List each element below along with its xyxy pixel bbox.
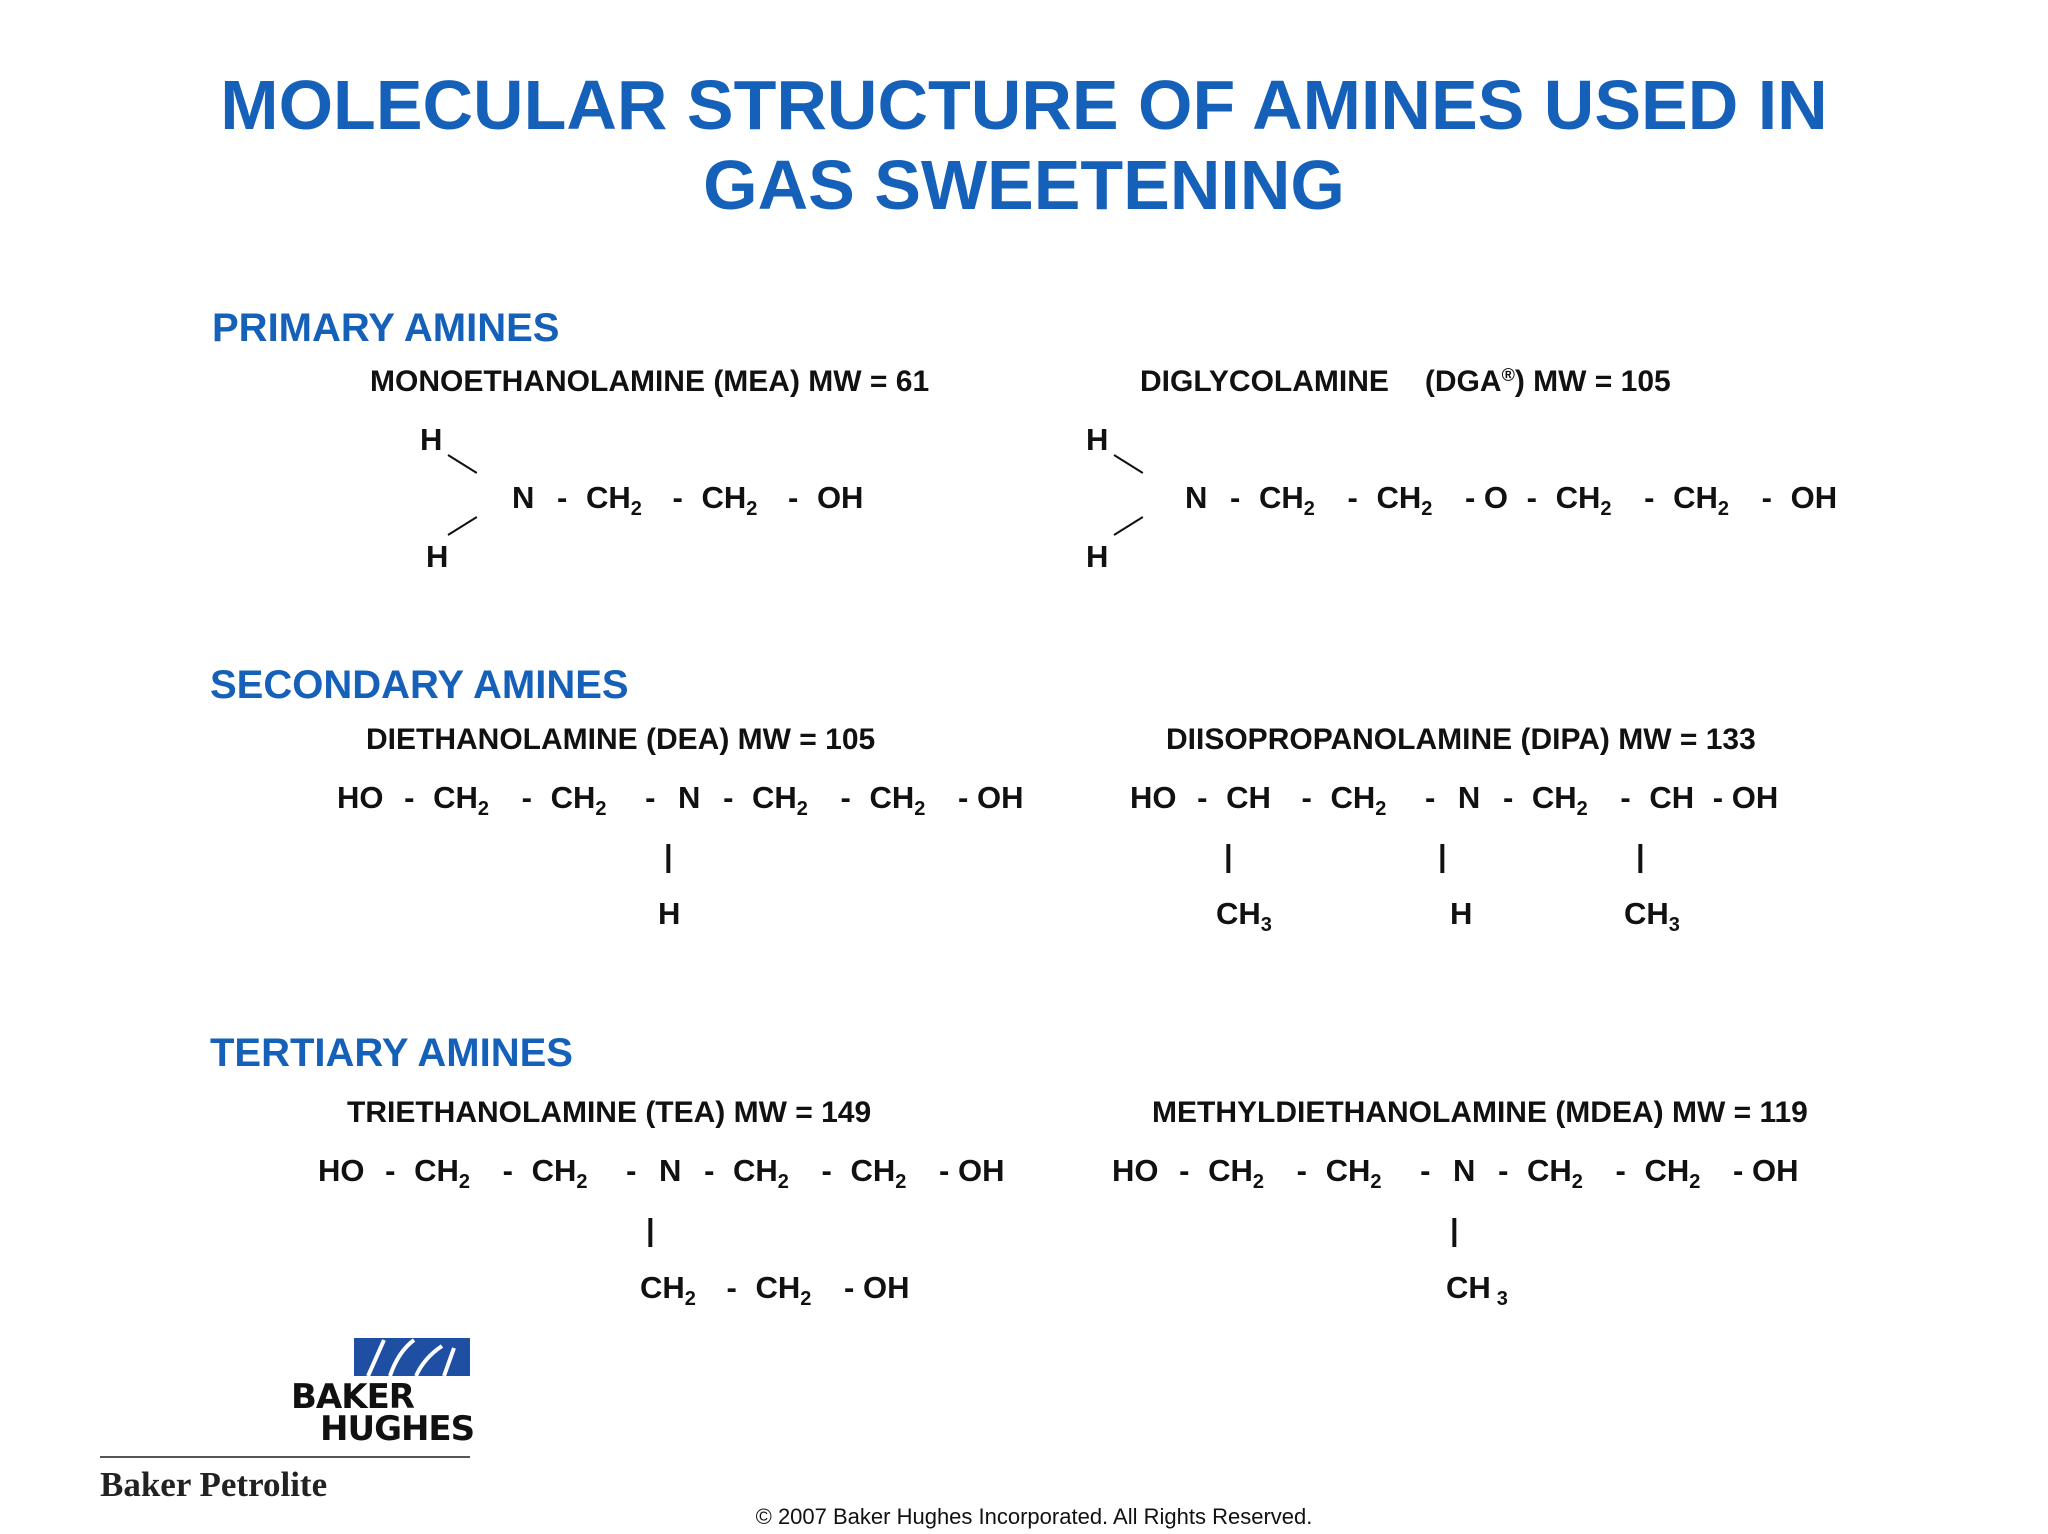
dga-name-part-3: ) MW = 105 [1514, 365, 1671, 398]
dga-bond-lower [1113, 516, 1143, 536]
dga-sub-3: 2 [1600, 498, 1612, 520]
mdea-ch-3: CH [1527, 1153, 1572, 1188]
mdea-oh: - OH [1733, 1153, 1799, 1188]
dipa-methyl-left-ch: CH [1216, 896, 1261, 931]
mdea-n: N [1453, 1153, 1476, 1188]
mdea-sub-3: 2 [1571, 1171, 1583, 1193]
dea-dash-5: - [840, 780, 851, 815]
dipa-dash-1: - [1197, 780, 1208, 815]
tea-branch-sub-2: 2 [800, 1288, 812, 1310]
dipa-sub-3: 2 [1576, 798, 1588, 820]
mdea-dash-2: - [1296, 1153, 1307, 1188]
slide-title-line-1: MOLECULAR STRUCTURE OF AMINES USED IN [220, 66, 1828, 144]
mea-name: MONOETHANOLAMINE (MEA) MW = 61 [370, 365, 930, 398]
dea-oh: - OH [958, 780, 1024, 815]
mdea-dash-4: - [1498, 1153, 1509, 1188]
dga-name-part-1: DIGLYCOLAMINE [1140, 365, 1389, 398]
mdea-ch-4: CH [1644, 1153, 1690, 1188]
dga-ether-o: - O [1464, 480, 1509, 515]
mea-bond-lower [447, 516, 477, 536]
dipa-chain [1130, 780, 1779, 820]
dga-registered-mark: ® [1501, 365, 1515, 385]
dipa-vertical-bond-3: | [1636, 838, 1645, 873]
dipa-ch-3: CH [1531, 780, 1577, 815]
mdea-methyl-ch: CH [1446, 1270, 1491, 1305]
dipa-ch-4: CH [1649, 780, 1695, 815]
dga-ch-1: CH [1258, 480, 1304, 515]
tea-sub-4: 2 [895, 1171, 907, 1193]
mea-n: N [512, 480, 535, 515]
tea-dash-2: - [502, 1153, 513, 1188]
mea-ch-2: CH [701, 480, 747, 515]
tea-sub-3: 2 [777, 1171, 789, 1193]
dipa-methyl-right-sub: 3 [1668, 914, 1680, 936]
copyright-notice: © 2007 Baker Hughes Incorporated. All Rights Reserved. [755, 1504, 1313, 1529]
dipa-ch-1: CH [1226, 780, 1271, 815]
dipa-methyl-left [1216, 896, 1272, 936]
mea-dash-1: - [557, 480, 568, 515]
dipa-vertical-bond-1: | [1224, 838, 1233, 873]
dipa-sub-2: 2 [1375, 798, 1387, 820]
tea-branch-oh: - OH [844, 1270, 910, 1305]
tea-ch-2: CH [531, 1153, 577, 1188]
mea-h-top: H [420, 422, 443, 457]
dga-ch-3: CH [1555, 480, 1601, 515]
dga-sub-2: 2 [1421, 498, 1433, 520]
tea-sub-1: 2 [458, 1171, 470, 1193]
dipa-dash-2: - [1301, 780, 1312, 815]
dea-ch-4: CH [869, 780, 915, 815]
mdea-sub-2: 2 [1370, 1171, 1382, 1193]
mdea-ho: HO [1112, 1153, 1159, 1188]
tea-dash-4: - [704, 1153, 715, 1188]
dea-dash-2: - [521, 780, 532, 815]
dea-h: H [658, 896, 681, 931]
dea-sub-2: 2 [595, 798, 607, 820]
mdea-chain [1112, 1153, 1799, 1193]
mdea-dash-5: - [1615, 1153, 1626, 1188]
logo-divider [100, 1456, 470, 1458]
mdea-ch-1: CH [1208, 1153, 1253, 1188]
dea-chain [337, 780, 1024, 820]
dea-n: N [678, 780, 701, 815]
dea-dash-4: - [723, 780, 734, 815]
dipa-dash-5: - [1620, 780, 1631, 815]
mdea-methyl [1446, 1270, 1508, 1310]
dea-ch-3: CH [752, 780, 797, 815]
tea-dash-3: - [626, 1153, 637, 1188]
tea-ch-3: CH [733, 1153, 778, 1188]
dga-sub-1: 2 [1303, 498, 1315, 520]
tea-ch-1: CH [414, 1153, 459, 1188]
baker-hughes-logo-mark [354, 1338, 470, 1376]
tea-dash-5: - [821, 1153, 832, 1188]
dea-ch-2: CH [550, 780, 596, 815]
dga-ch-4: CH [1673, 480, 1718, 515]
dga-n: N [1185, 480, 1208, 515]
dga-dash-3: - [1526, 480, 1537, 515]
dipa-dash-4: - [1502, 780, 1514, 815]
dipa-h: H [1450, 896, 1473, 931]
tea-branch-dash: - [726, 1270, 737, 1305]
dga-dash-4: - [1644, 480, 1655, 515]
tea-branch-sub-1: 2 [684, 1288, 696, 1310]
dea-sub-1: 2 [477, 798, 489, 820]
mea-ch-1: CH [585, 480, 631, 515]
slide-title-line-2: GAS SWEETENING [703, 146, 1345, 224]
mdea-dash-1: - [1179, 1153, 1190, 1188]
dipa-ch-2: CH [1330, 780, 1376, 815]
dea-dash-3: - [645, 780, 656, 815]
dipa-methyl-left-sub: 3 [1260, 914, 1272, 936]
mdea-methyl-sub: 3 [1496, 1288, 1508, 1310]
tea-dash-1: - [385, 1153, 396, 1188]
dea-sub-3: 2 [796, 798, 808, 820]
mdea-dash-3: - [1420, 1153, 1431, 1188]
dga-name-part-2: (DGA [1424, 365, 1502, 398]
logo-text-hughes: HUGHES [320, 1409, 475, 1449]
dga-dash-2: - [1347, 480, 1358, 515]
baker-petrolite-wordmark: Baker Petrolite [100, 1465, 328, 1504]
dipa-dash-3: - [1424, 780, 1436, 815]
dga-ch-2: CH [1376, 480, 1422, 515]
tea-oh: - OH [939, 1153, 1005, 1188]
mea-dash-2: - [672, 480, 683, 515]
dga-oh: OH [1790, 480, 1838, 515]
mdea-sub-1: 2 [1252, 1171, 1264, 1193]
dga-bond-upper [1113, 454, 1143, 474]
dea-dash-1: - [404, 780, 415, 815]
primary-amines-heading: PRIMARY AMINES [212, 306, 560, 350]
mdea-vertical-bond: | [1450, 1212, 1459, 1247]
baker-hughes-logo-graphic [354, 1338, 470, 1376]
dga-dash-1: - [1230, 480, 1241, 515]
tea-ch-4: CH [850, 1153, 896, 1188]
dga-chain [1185, 480, 1838, 520]
dipa-methyl-right-ch: CH [1624, 896, 1669, 931]
dea-name: DIETHANOLAMINE (DEA) MW = 105 [366, 723, 876, 756]
dga-name [1140, 364, 1671, 400]
dea-sub-4: 2 [914, 798, 926, 820]
mdea-ch-2: CH [1325, 1153, 1371, 1188]
dipa-n: N [1457, 780, 1481, 815]
mea-oh: OH [816, 480, 864, 515]
dea-ch-1: CH [433, 780, 478, 815]
dea-ho: HO [337, 780, 384, 815]
secondary-amines-heading: SECONDARY AMINES [210, 663, 629, 707]
tea-sub-2: 2 [576, 1171, 588, 1193]
dipa-vertical-bond-2: | [1438, 838, 1447, 873]
dga-dash-5: - [1761, 480, 1772, 515]
tea-branch-ch-2: CH [755, 1270, 801, 1305]
mea-h-bottom: H [426, 539, 449, 574]
tea-ho: HO [318, 1153, 365, 1188]
mea-dash-3: - [787, 480, 799, 515]
dga-h-top: H [1086, 422, 1109, 457]
tertiary-amines-heading: TERTIARY AMINES [210, 1031, 573, 1075]
dipa-name: DIISOPROPANOLAMINE (DIPA) MW = 133 [1166, 723, 1756, 756]
tea-vertical-bond: | [646, 1212, 655, 1247]
mea-sub-2: 2 [746, 498, 758, 520]
dga-sub-4: 2 [1717, 498, 1730, 520]
dipa-ho: HO [1130, 780, 1177, 815]
tea-chain [318, 1153, 1005, 1193]
tea-n: N [659, 1153, 682, 1188]
tea-branch [640, 1270, 910, 1310]
tea-name: TRIETHANOLAMINE (TEA) MW = 149 [347, 1096, 872, 1129]
mdea-name: METHYLDIETHANOLAMINE (MDEA) MW = 119 [1152, 1096, 1808, 1129]
mea-chain [512, 480, 864, 520]
logo-text-baker: BAKER [291, 1377, 414, 1417]
mea-bond-upper [447, 454, 477, 474]
dipa-oh: - OH [1712, 780, 1779, 815]
dga-h-bottom: H [1086, 539, 1109, 574]
dea-vertical-bond: | [664, 838, 673, 873]
mea-sub-1: 2 [630, 498, 642, 520]
tea-branch-ch-1: CH [640, 1270, 685, 1305]
mdea-sub-4: 2 [1689, 1171, 1701, 1193]
dipa-methyl-right [1624, 896, 1680, 936]
